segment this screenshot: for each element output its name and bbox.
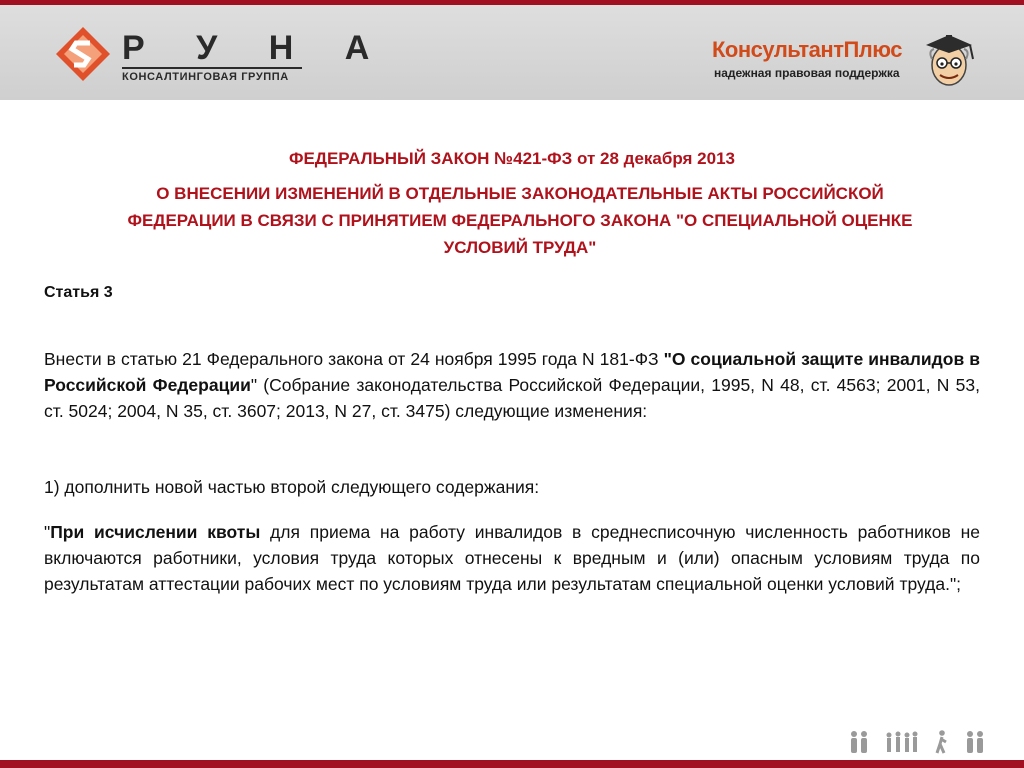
paragraph-text: " [44, 522, 51, 542]
people-pair-icon [964, 730, 986, 754]
runa-logo [54, 25, 391, 87]
article-heading: Статья 3 [44, 284, 113, 301]
paragraph-item-1: 1) дополнить новой частью второй следующего содержания: [44, 477, 540, 497]
consultant-plus-logo [712, 29, 982, 95]
paragraph-text: " (Собрание законодательства Российской Федерации, 1995, N 48, ст. 4563; 2001, N 53, ст. 5024; 2004, N 35, ст. 3607; 2013, N 27, ст. 3475) следующие изменения: [44, 375, 980, 421]
footer-people-icons [848, 726, 988, 756]
people-group-icon [884, 730, 920, 754]
law-title-heading: О ВНЕСЕНИИ ИЗМЕНЕНИЙ В ОТДЕЛЬНЫЕ ЗАКОНОДАТЕЛЬНЫЕ АКТЫ РОССИЙСКОЙ ФЕДЕРАЦИИ В СВЯЗИ С ПРИНЯТИЕМ ФЕДЕРАЛЬНОГО ЗАКОНА "О СПЕЦИАЛЬНОЙ ОЦЕНКЕ УСЛОВИЙ ТРУДА" [127, 184, 913, 257]
runa-logo-divider [122, 67, 302, 69]
people-pair-icon [848, 730, 870, 754]
law-name-bold: "О социальной защите инвалидов в Российской Федерации [44, 349, 980, 395]
paragraph-quota-text [44, 519, 980, 597]
runa-logo-subtitle: КОНСАЛТИНГОВАЯ ГРУППА [122, 71, 289, 83]
diamond-s-logo-icon [54, 25, 112, 83]
walking-person-icon [934, 730, 950, 754]
paragraph-amendment-intro [44, 346, 980, 424]
paragraph-text: Внести в статью 21 Федерального закона от 24 ноября 1995 года N 181-ФЗ [44, 349, 664, 369]
consultant-plus-title: КонсультантПлюс [712, 37, 902, 62]
quota-phrase-bold: При исчислении квоты [50, 522, 261, 542]
header-banner [0, 5, 1024, 100]
consultant-plus-subtitle: надежная правовая поддержка [714, 66, 900, 80]
paragraph-text: для приема на работу инвалидов в среднесписочную численность работников не включаются работники, условия труда которых отнесены к вредным и (или) опасным условиям труда по результатам аттестации рабочих мест по условиям труда или результатам специальной оценки условий труда."; [44, 522, 980, 594]
bottom-frame-border [0, 760, 1024, 768]
law-number-heading: ФЕДЕРАЛЬНЫЙ ЗАКОН №421-ФЗ от 28 декабря 2013 [289, 149, 735, 168]
runa-logo-title: Р У Н А [122, 29, 391, 67]
professor-avatar-icon [918, 29, 980, 91]
